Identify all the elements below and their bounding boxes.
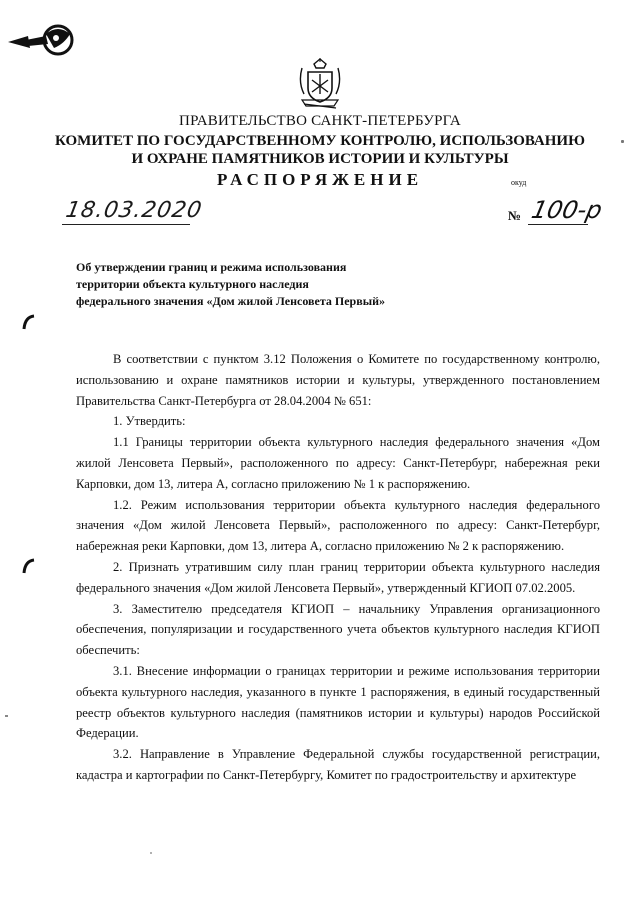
st-petersburg-coat-of-arms-icon [298, 58, 342, 110]
subject-line-2: территории объекта культурного наследия [76, 277, 309, 291]
committee-line-2: И ОХРАНЕ ПАМЯТНИКОВ ИСТОРИИ И КУЛЬТУРЫ [131, 151, 509, 167]
document-subject [76, 259, 476, 310]
date-underline [62, 224, 190, 225]
document-body [76, 349, 600, 786]
corner-scan-mark-icon [6, 22, 76, 64]
staple-mark-icon [22, 558, 36, 574]
okud-label: окуд [511, 178, 527, 187]
paragraph-1: 1. Утвердить: [113, 414, 186, 429]
government-heading: ПРАВИТЕЛЬСТВО САНКТ-ПЕТЕРБУРГА [179, 113, 461, 129]
document-type-title: РАСПОРЯЖЕНИЕ [216, 170, 424, 189]
paragraph-2: 2. Признать утратившим силу план границ территории объекта культурного наследия федерального значения «Дом жилой Ленсовета Первый», утвержденный КГИОП 07.02.2005. [76, 559, 600, 595]
staple-mark-icon [22, 314, 36, 330]
committee-heading [0, 132, 640, 168]
number-underline [528, 224, 588, 225]
paragraph-3-2: 3.2. Направление в Управление Федеральной службы государственной регистрации, кадастра и картографии по Санкт-Петербургу, Комитет по градостроительству и архитектуре [76, 747, 600, 782]
document-date: 18.03.2020 [63, 198, 205, 223]
scan-speck [150, 852, 152, 854]
number-sign: № [508, 208, 522, 223]
subject-line-1: Об утверждении границ и режима использования [76, 260, 347, 274]
paragraph-3: 3. Заместителю председателя КГИОП – начальнику Управления организационного обеспечения, популяризации и государственного учета объектов культурного наследия КГИОП обеспечить: [76, 601, 600, 658]
subject-line-3: федерального значения «Дом жилой Ленсовета Первый» [76, 294, 385, 308]
committee-line-1: КОМИТЕТ ПО ГОСУДАРСТВЕННОМУ КОНТРОЛЮ, ИСПОЛЬЗОВАНИЮ [55, 133, 585, 149]
paragraph-3-1: 3.1. Внесение информации о границах территории и режиме использования территории объекта культурного наследия, указанного в пункте 1 распоряжения, в единый государственный реестр объектов культурного наследия (памятников истории и культуры) народов Российской Федерации. [76, 663, 600, 741]
paragraph-1-2: 1.2. Режим использования территории объекта культурного наследия федерального значения «Дом жилой Ленсовета Первый», расположенного по адресу: Санкт-Петербург, набережная реки Карповки, дом 13, литера А, согласно приложению № 2 к распоряжению. [76, 497, 600, 554]
paragraph-preamble: В соответствии с пунктом 3.12 Положения о Комитете по государственному контролю, использованию и охране памятников истории и культуры, утвержденного постановлением Правительства Санкт-Петербурга от 28.04.2004 № 651: [76, 352, 600, 408]
scan-speck [5, 715, 8, 717]
document-number: 100-р [529, 196, 605, 224]
paragraph-1-1: 1.1 Границы территории объекта культурного наследия федерального значения «Дом жилой Ленсовета Первый», расположенного по адресу: Санкт-Петербург, набережная реки Карповки, дом 13, литера А, согласно приложению № 1 к распоряжению. [76, 435, 600, 491]
